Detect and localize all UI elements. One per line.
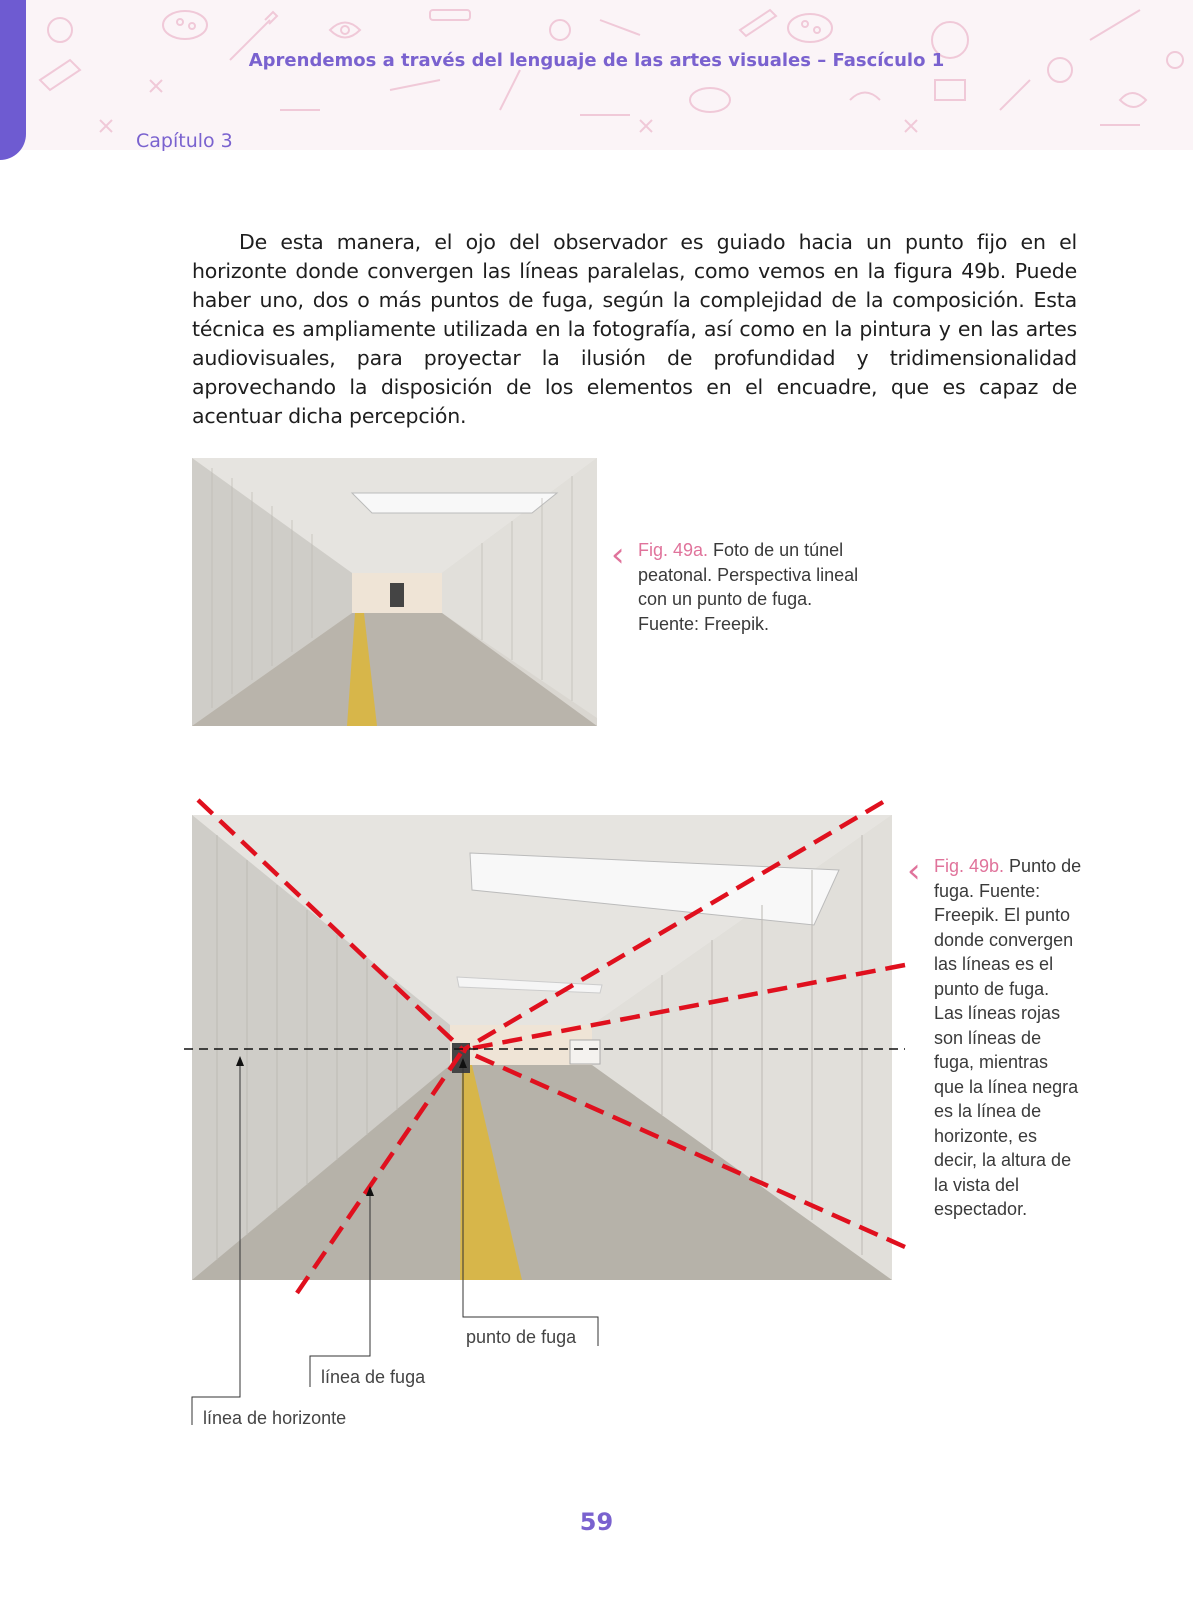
vanishing-line-bottom-left [297, 1050, 463, 1293]
fascicle-title: Aprendemos a través del lenguaje de las artes visuales – Fascículo 1 [248, 50, 945, 71]
page-number: 59 [579, 1508, 614, 1536]
vanishing-line-label: línea de fuga [321, 1367, 426, 1387]
vanishing-line-right-lower [463, 1050, 905, 1247]
vanishing-point-arrow-icon [459, 1058, 467, 1068]
caption-chevron-icon: ‹ [611, 535, 625, 575]
horizon-leader [192, 1058, 240, 1425]
chapter-label: Capítulo 3 [136, 130, 233, 152]
vanishing-point-label: punto de fuga [466, 1327, 577, 1347]
vanishing-point-leader [463, 1060, 598, 1346]
figure-49b-caption-text: Punto de fuga. Fuente: Freepik. El punto donde convergen las líneas es el punto de fuga. Las líneas rojas son líneas de fuga, mientras que la línea negra es la línea de horizonte, es decir, la altura de la vista del espectador. [934, 856, 1082, 1219]
figure-49a-caption-text: Foto de un túnel peatonal. Perspectiva lineal con un punto de fuga. Fuente: Freepik. [638, 540, 859, 634]
vanishing-line-right-upper [463, 965, 905, 1050]
vanishing-line-leader [310, 1188, 370, 1387]
vanishing-line-top-left [198, 800, 463, 1050]
figure-49a-label: Fig. 49a. [638, 540, 709, 560]
body-paragraph: De esta manera, el ojo del observador es guiado hacia un punto fijo en el horizonte donde convergen las líneas paralelas, como vemos en la figura 49b. Puede haber uno, dos o más puntos de fuga, según la complejidad de la composición. Esta técnica es ampliamente utilizada en la fotografía, así como en la pintura y en las artes audiovisuales, para proyectar la ilusión de profundidad y tridimensionalidad aprovechando la disposición de los elementos en el encuadre, que es capaz de acentuar dicha percepción. [192, 230, 1077, 428]
vanishing-line-top-right [463, 802, 883, 1050]
caption-chevron-icon: ‹ [907, 851, 921, 891]
figure-49b-caption [934, 854, 1082, 1222]
horizon-line-label: línea de horizonte [203, 1408, 347, 1428]
horizon-arrow-icon [236, 1056, 244, 1066]
figure-49b-label: Fig. 49b. [934, 856, 1005, 876]
